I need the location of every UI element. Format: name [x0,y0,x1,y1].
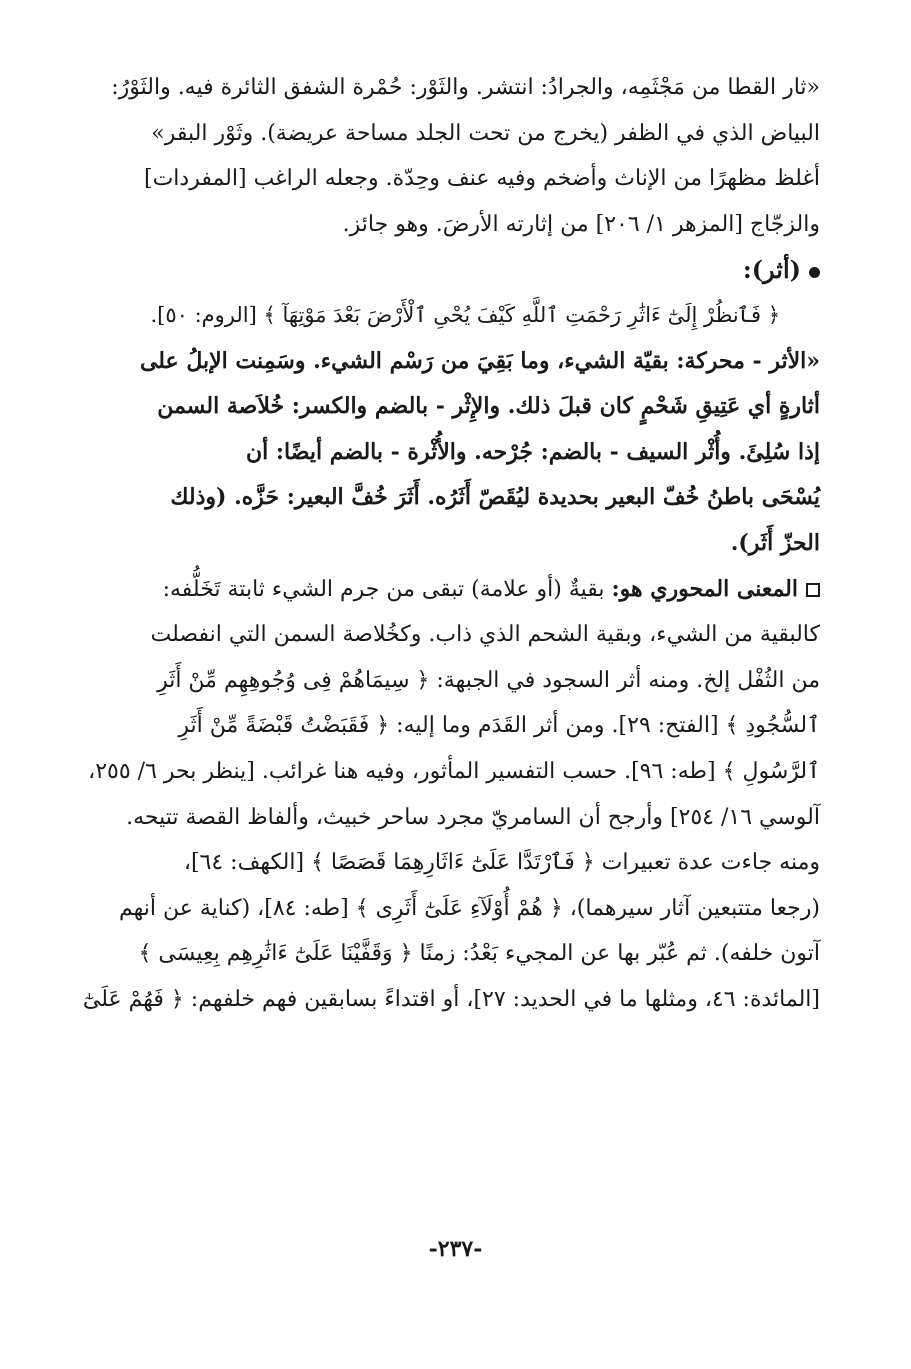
page-number: -٢٣٧- [428,1236,483,1262]
text-line: ٱلسُّجُودِ ﴾ [الفتح: ٢٩]. ومن أثر القَدَم وما إليه: ﴿ فَقَبَضْتُ قَبْضَةً مِّنْ أَثَرِ [178,713,820,739]
text-line: ومنه جاءت عدة تعبيرات ﴿ فَٱرْتَدَّا عَلَىٰٓ ءَاثَارِهِمَا قَصَصًا ﴾ [الكهف: ٦٤]، [183,850,820,876]
core-meaning-line [100,574,820,620]
text-line: [المائدة: ٤٦، ومثلها ما في الحديد: ٢٧]، أو اقتداءً بسابقين فهم خلفهم: ﴿ فَهُمْ عَلَىٰٓ [82,986,820,1012]
text-line: من الثُفْل إلخ. ومنه أثر السجود في الجبهة: ﴿ سِيمَاهُمْ فِى وُجُوهِهِم مِّنْ أَثَرِ [157,667,820,693]
text-line: (رجعا متتبعين آثار سيرهما)، ﴿ هُمْ أُوْلَآءِ عَلَىٰٓ أَثَرِى ﴾ [طه: ٨٤]، (كناية عن أنهم [118,895,820,921]
page-body [82,72,820,1029]
bullet-icon [809,267,820,278]
quran-verse-line: ﴿ فَٱنظُرْ إِلَىٰٓ ءَاثَٰرِ رَحْمَتِ ٱللَّهِ كَيْفَ يُحْىِ ٱلْأَرْضَ بَعْدَ مَوْتِهَآ ﴾ [الروم: ٥٠]. [150,302,780,327]
definition-line: الحزّ أَثَر). [730,529,820,556]
text-line: ٱلرَّسُولِ ﴾ [طه: ٩٦]. حسب التفسير المأثور، وفيه هنا غرائب. [ينظر بحر ٦/ ٢٥٥، [88,758,820,784]
text-line: آلوسي ١٦/ ٢٥٤] وأرجح أن السامريّ مجرد ساحر خبيث، وألفاظ القصة تتيحه. [126,804,820,830]
square-icon [806,583,820,597]
definition-line: أثارةٍ أي عَتِيقِ شَحْمٍ كان قبلَ ذلك. والإِثْر - بالضم والكسر: خُلاَصة السمن [157,393,820,420]
entry-heading: (أثر): [742,255,801,285]
definition-line: يُسْحَى باطنُ خُفّ البعير بحديدة ليُقَصّ أَثَرُه. أَثَرَ خُفَّ البعير: حَزَّه. (وذلك [170,484,820,511]
text-line: والزجّاج [المزهر ١/ ٢٠٦] من إثارته الأرضَ. وهو جائز. [342,211,820,237]
text-line: «ثار القطا من مَجْثَمِه، والجرادُ: انتشر. والثَوْر: حُمْرة الشفق الثائرة فيه. والثَوْرُ: [111,75,820,100]
text-line: أغلظ مظهرًا من الإناث وأضخم وفيه عنف وحِدّة. وجعله الراغب [المفردات] [143,166,820,192]
text-line: آتون خلفه). ثم عُبّر بها عن المجيء بَعْدُ: زمنًا ﴿ وَقَفَّيْنَا عَلَىٰٓ ءَاثَٰرِهِم بِعِيسَى ﴾ [138,941,820,967]
core-meaning-label: المعنى المحوري هو: [611,575,798,602]
core-meaning-text: بقيةٌ (أو علامة) تبقى من جرم الشيء ثابتة تَخَلُّفه: [162,576,612,602]
text-line: البياض الذي في الظفر (يخرج من تحت الجلد مساحة عريضة). وثَوْر البقر» [151,120,820,146]
entry-heading-line [100,254,820,300]
text-line: كالبقية من الشيء، وبقية الشحم الذي ذاب. وكخُلاصة السمن التي انفصلت [150,622,820,648]
definition-line: إذا سُلِئَ. وأُثْر السيف - بالضم: جُرْحه. والأُثْرة - بالضم أيضًا: أن [246,438,820,465]
definition-line: «الأثر - محركة: بقيّة الشيء، وما بَقِيَ من رَسْم الشيء. وسَمِنت الإبلُ على [139,347,820,374]
